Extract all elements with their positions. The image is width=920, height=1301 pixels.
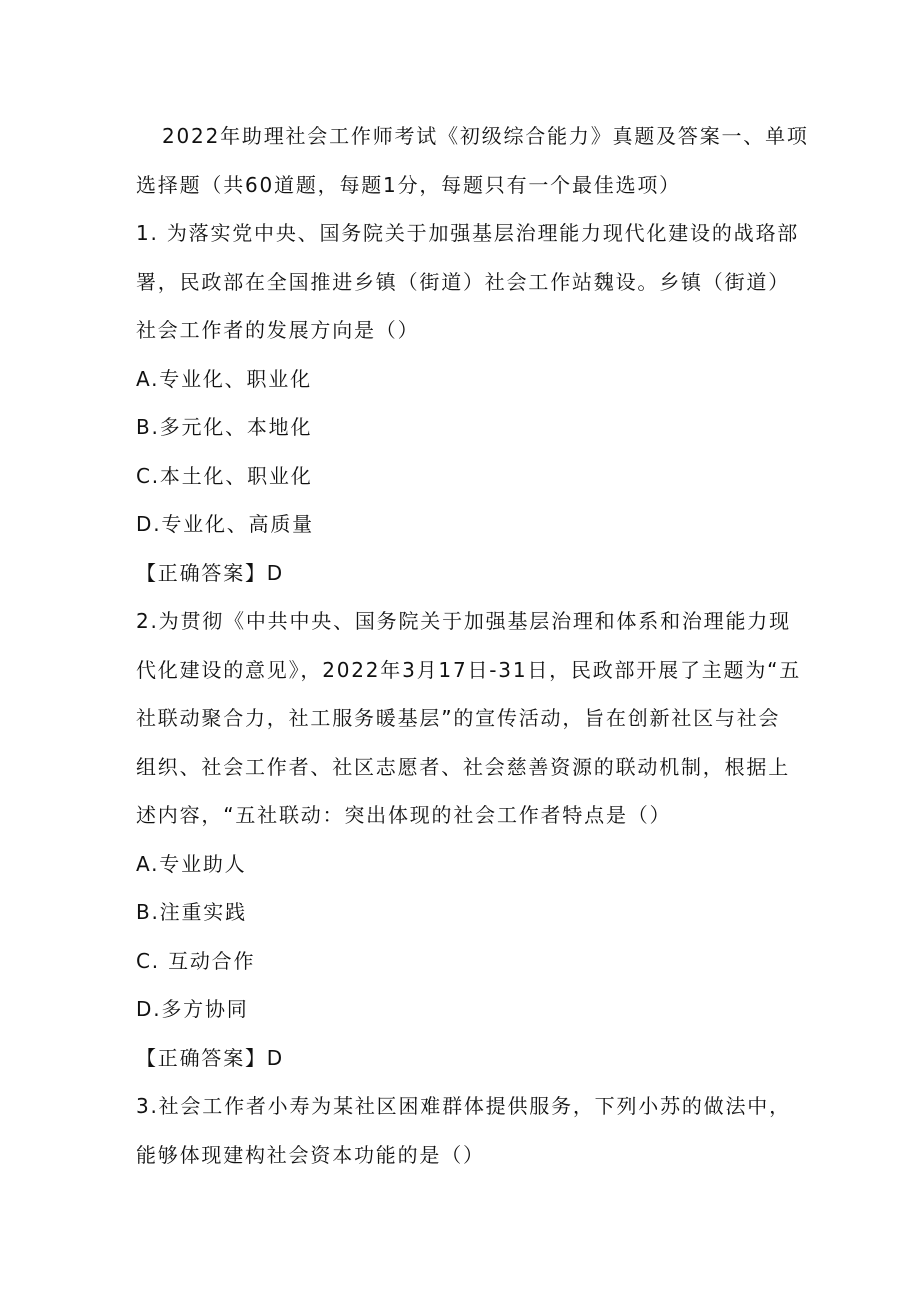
document-content: [136, 112, 809, 1179]
question-2-stem-line-5: 述内容，“五社联动：突出体现的社会工作者特点是（）: [136, 803, 672, 827]
document-title-line-1: 2022年助理社会工作师考试《初级综合能力》真题及答案一、单项: [162, 124, 809, 148]
question-2-stem-line-4: 组织、社会工作者、社区志愿者、社会慈善资源的联动机制，根据上: [136, 754, 790, 779]
question-2-stem-line-2: 代化建设的意见》，2022年3月17日-31日，民政部开展了主题为“五: [136, 657, 802, 682]
question-2-option-a: A.专业助人: [136, 851, 247, 876]
question-3: [136, 1082, 791, 1179]
question-1-stem-line-3: 社会工作者的发展方向是（）: [136, 318, 420, 342]
question-2-option-c: C. 互动合作: [136, 948, 256, 973]
question-3-stem-line-1: 3.社会工作者小寿为某社区困难群体提供服务，下列小苏的做法中，: [136, 1094, 791, 1118]
question-1-stem-line-1: 1. 为落实党中央、国务院关于加强基层治理能力现代化建设的战珞部: [136, 221, 800, 245]
question-1-answer: 【正确答案】D: [136, 560, 285, 585]
question-2-option-b: B.注重实践: [136, 900, 247, 924]
question-1: [136, 209, 800, 597]
question-3-stem-line-2: 能够体现建构社会资本功能的是（）: [136, 1142, 485, 1167]
question-1-option-b: B.多元化、本地化: [136, 415, 313, 439]
question-1-option-d: D.专业化、高质量: [136, 512, 314, 536]
document-title-line-2: 选择题（共60道题，每题1分，每题只有一个最佳选项）: [136, 172, 681, 197]
question-1-stem-line-2: 署，民政部在全国推进乡镇（街道）社会工作站魏设。乡镇（街道）: [136, 269, 790, 294]
question-2: [136, 597, 802, 1082]
question-2-option-d: D.多方协同: [136, 997, 249, 1021]
question-2-stem-line-1: 2.为贯彻《中共中央、国务院关于加强基层治理和体系和治理能力现: [136, 609, 791, 633]
question-2-stem-line-3: 社联动聚合力，社工服务暖基层”的宣传活动，旨在创新社区与社会: [136, 706, 781, 730]
question-1-option-c: C.本土化、职业化: [136, 463, 313, 488]
question-2-answer: 【正确答案】D: [136, 1045, 285, 1070]
question-1-option-a: A.专业化、职业化: [136, 366, 312, 391]
